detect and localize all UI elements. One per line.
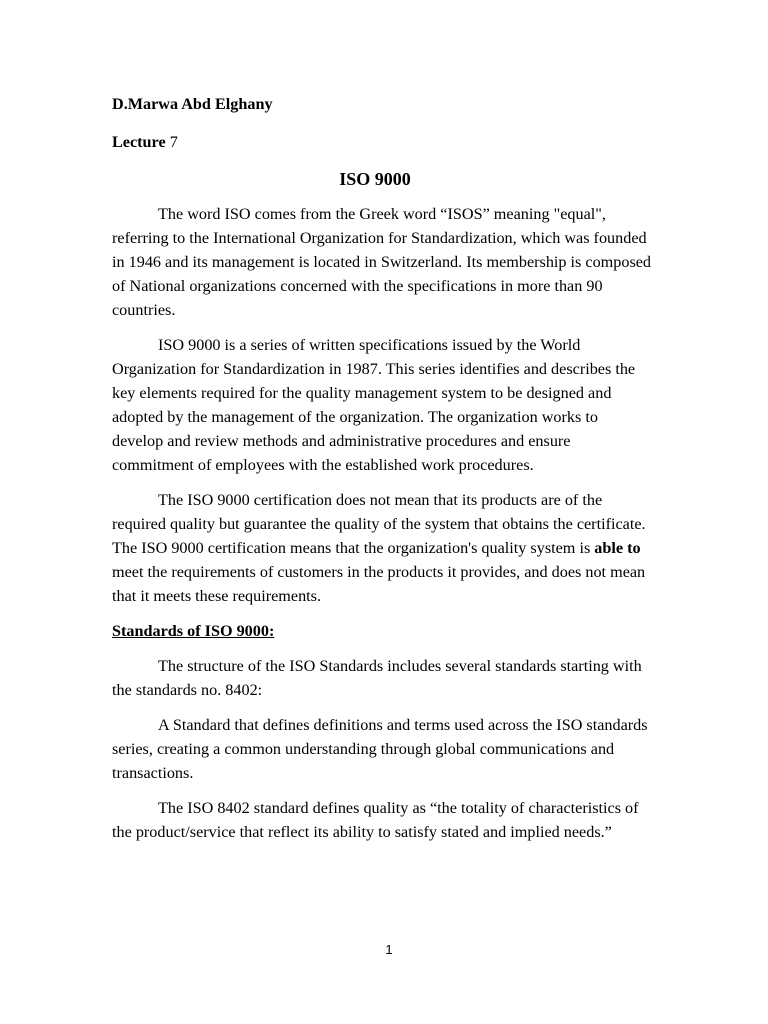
lecture-word: Lecture bbox=[112, 133, 166, 151]
page-number: 1 bbox=[385, 942, 393, 957]
page-title: ISO 9000 bbox=[339, 169, 411, 189]
emphasis-text: able to bbox=[594, 539, 641, 557]
paragraph-structure: The structure of the ISO Standards includes several standards starting with the standards no. 8402: bbox=[112, 657, 642, 699]
section-heading-standards: Standards of ISO 9000: bbox=[112, 622, 275, 640]
paragraph-iso-certification bbox=[112, 488, 652, 608]
paragraph-text: The ISO 9000 certification does not mean that its products are of the required quality but guarantee the quality of the system that obtains the certificate. The ISO 9000 certification means that the organization's quality system is bbox=[112, 491, 646, 557]
lecture-number: 7 bbox=[169, 133, 178, 151]
paragraph-quality-definition: The ISO 8402 standard defines quality as “the totality of characteristics of the product/service that reflect its ability to satisfy stated and implied needs.” bbox=[112, 799, 639, 841]
paragraph-iso-origin: The word ISO comes from the Greek word “ISOS” meaning "equal", referring to the International Organization for Standardization, which was founded in 1946 and its management is located in Switzerland. Its membership is composed of National organizations concerned with the specifications in more than 90 countries. bbox=[112, 205, 652, 319]
paragraph-text: meet the requirements of customers in the products it provides, and does not mean that it meets these requirements. bbox=[112, 563, 646, 605]
author-name: D.Marwa Abd Elghany bbox=[112, 95, 273, 113]
paragraph-iso-9000-definition: ISO 9000 is a series of written specifications issued by the World Organization for Standardization in 1987. This series identifies and describes the key elements required for the quality management system to be designed and adopted by the management of the organization. The organization works to develop and review methods and administrative procedures and ensure commitment of employees with the established work procedures. bbox=[112, 336, 636, 474]
paragraph-standard-definitions: A Standard that defines definitions and terms used across the ISO standards series, creating a common understanding through global communications and transactions. bbox=[112, 716, 648, 782]
document-body bbox=[112, 92, 652, 844]
lecture-label bbox=[112, 130, 652, 154]
